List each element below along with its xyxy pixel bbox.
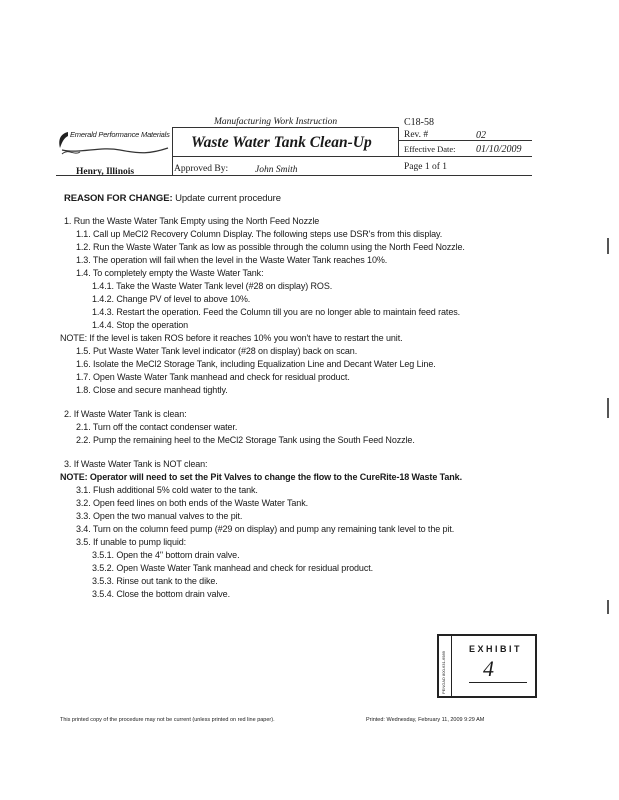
logo-flourish-icon — [60, 144, 170, 158]
step-1-4-2: 1.4.2. Change PV of level to above 10%. — [92, 294, 251, 304]
exhibit-mark: 4 — [483, 656, 494, 681]
step-1-5: 1.5. Put Waste Water Tank level indicator (#28 on display) back on scan. — [76, 346, 358, 356]
step-1-4-3: 1.4.3. Restart the operation. Feed the Column till you are no longer able to maintain feed rates. — [92, 307, 461, 317]
step-1-8: 1.8. Close and secure manhead tightly. — [76, 385, 228, 395]
note-2: NOTE: Operator will need to set the Pit Valves to change the flow to the CureRite-18 Waste Tank. — [60, 472, 462, 482]
location: Henry, Illinois — [76, 167, 135, 177]
step-2: 2. If Waste Water Tank is clean: — [64, 409, 187, 419]
exhibit-label: EXHIBIT — [469, 644, 523, 654]
company-name: Emerald Performance Materials — [70, 130, 170, 139]
page-indicator: Page 1 of 1 — [404, 162, 448, 172]
step-3-4: 3.4. Turn on the column feed pump (#29 on display) and pump any remaining tank level to the pit. — [76, 524, 455, 534]
approved-value: John Smith — [255, 165, 298, 175]
scan-mark — [607, 398, 609, 418]
rev-label: Rev. # — [404, 130, 429, 140]
step-1-4-1: 1.4.1. Take the Waste Water Tank level (#28 on display) ROS. — [92, 281, 333, 291]
step-1: 1. Run the Waste Water Tank Empty using the North Feed Nozzle — [64, 216, 320, 226]
scan-mark — [607, 600, 609, 614]
step-1-4: 1.4. To completely empty the Waste Water Tank: — [76, 268, 264, 278]
step-2-2: 2.2. Pump the remaining heel to the MeCl2 Storage Tank using the South Feed Nozzle. — [76, 435, 415, 445]
reason-label: REASON FOR CHANGE: — [64, 193, 173, 204]
step-1-1: 1.1. Call up MeCl2 Recovery Column Display. The following steps use DSR's from this display. — [76, 229, 443, 239]
step-3-5-2: 3.5.2. Open Waste Water Tank manhead and check for residual product. — [92, 563, 374, 573]
footer-printed: Printed: Wednesday, February 11, 2009 9:29 AM — [366, 717, 485, 723]
note-1: NOTE: If the level is taken ROS before it reaches 10% you won't have to restart the unit. — [60, 333, 403, 343]
step-3-5-4: 3.5.4. Close the bottom drain valve. — [92, 589, 230, 599]
step-3-2: 3.2. Open feed lines on both ends of the Waste Water Tank. — [76, 498, 309, 508]
footer-disclaimer: This printed copy of the procedure may not be current (unless printed on red line paper). — [60, 717, 275, 723]
step-1-7: 1.7. Open Waste Water Tank manhead and check for residual product. — [76, 372, 350, 382]
step-3-5-3: 3.5.3. Rinse out tank to the dike. — [92, 576, 218, 586]
step-3-5-1: 3.5.1. Open the 4" bottom drain valve. — [92, 550, 240, 560]
reason-text: Update current procedure — [175, 193, 281, 204]
step-3-5: 3.5. If unable to pump liquid: — [76, 537, 187, 547]
step-1-4-4: 1.4.4. Stop the operation — [92, 320, 189, 330]
step-3-3: 3.3. Open the two manual valves to the pit. — [76, 511, 243, 521]
step-3: 3. If Waste Water Tank is NOT clean: — [64, 459, 208, 469]
step-1-2: 1.2. Run the Waste Water Tank as low as possible through the column using the North Feed Nozzle. — [76, 242, 465, 252]
company-logo — [56, 130, 174, 170]
reason-for-change — [64, 193, 281, 204]
approved-label: Approved By: — [174, 164, 229, 174]
effective-date-value: 01/10/2009 — [476, 144, 522, 155]
step-1-3: 1.3. The operation will fail when the level in the Waste Water Tank reaches 10%. — [76, 255, 388, 265]
doc-type: Manufacturing Work Instruction — [214, 117, 338, 127]
exhibit-sticker — [437, 634, 537, 698]
exhibit-side-text: PENGAD 800-631-6989 — [441, 651, 446, 694]
step-2-1: 2.1. Turn off the contact condenser water. — [76, 422, 238, 432]
page-title: Waste Water Tank Clean-Up — [191, 134, 372, 151]
doc-number: C18-58 — [404, 117, 434, 128]
step-3-1: 3.1. Flush additional 5% cold water to the tank. — [76, 485, 258, 495]
scan-mark — [607, 238, 609, 254]
effective-date-label: Effective Date: — [404, 144, 456, 154]
step-1-6: 1.6. Isolate the MeCl2 Storage Tank, including Equalization Line and Decant Water Leg Line. — [76, 359, 436, 369]
rev-value: 02 — [476, 130, 486, 141]
